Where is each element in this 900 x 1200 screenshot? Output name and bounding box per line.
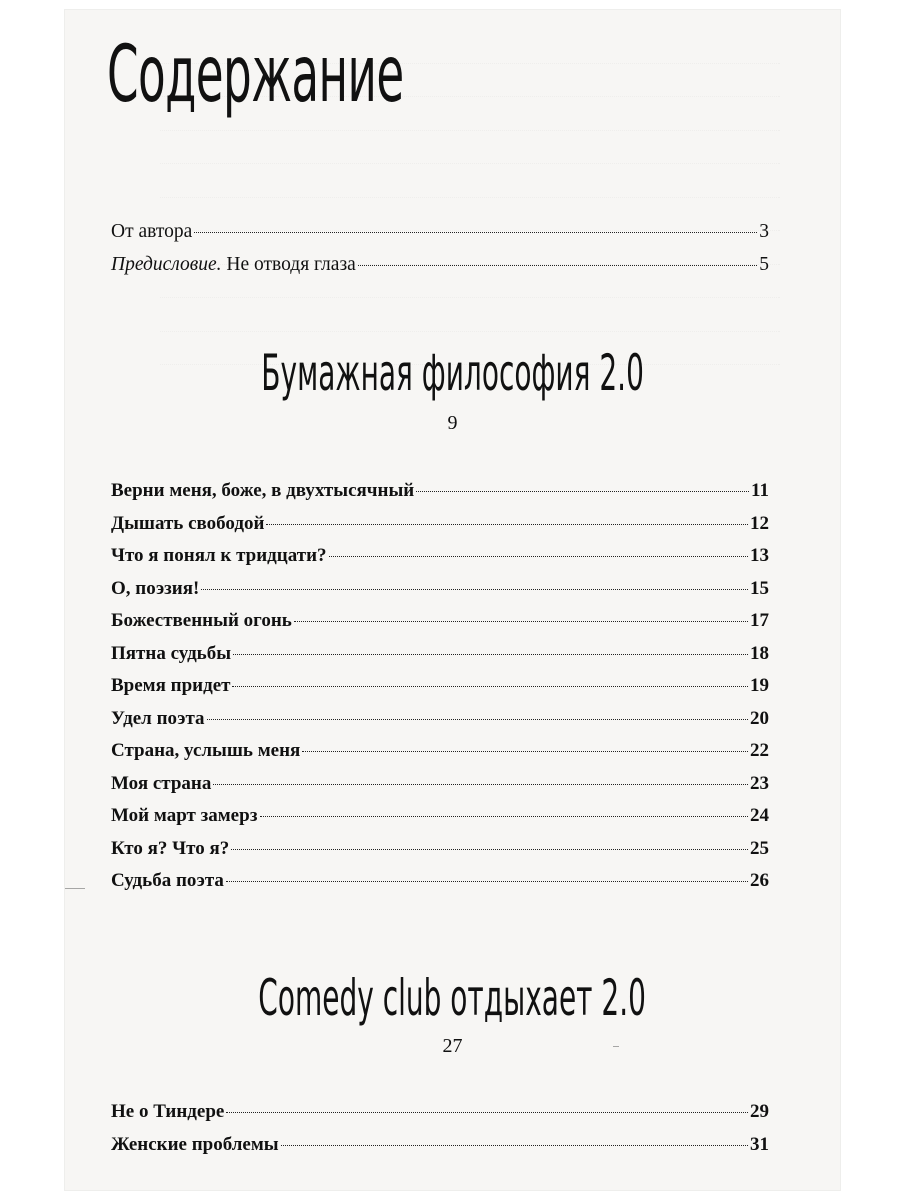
dot-leader xyxy=(329,556,748,557)
toc-entry-preface[interactable] xyxy=(111,254,769,276)
toc-entry[interactable] xyxy=(111,773,769,795)
toc-entry-label: Божественный огонь xyxy=(111,610,292,631)
toc-page-number: 24 xyxy=(750,805,769,826)
toc-page-number: 11 xyxy=(751,480,769,501)
toc-entry-label: Что я понял к тридцати? xyxy=(111,545,327,566)
toc-entry[interactable] xyxy=(111,708,769,730)
scan-artifact xyxy=(65,888,85,889)
table-of-contents xyxy=(65,10,840,1190)
toc-page-number: 12 xyxy=(750,513,769,534)
toc-entry[interactable] xyxy=(111,740,769,762)
page-title: Содержание xyxy=(107,30,404,120)
toc-entry-label: Страна, услышь меня xyxy=(111,740,301,761)
dot-leader xyxy=(302,751,748,752)
toc-entry[interactable] xyxy=(111,805,769,827)
dot-leader xyxy=(231,849,748,850)
toc-page-number: 5 xyxy=(759,254,769,275)
toc-page-number: 29 xyxy=(750,1101,769,1122)
toc-entry[interactable] xyxy=(111,610,769,632)
toc-page-number: 19 xyxy=(750,675,769,696)
section-title-text: Бумажная философия 2.0 xyxy=(261,344,644,402)
dot-leader xyxy=(232,686,748,687)
dot-leader xyxy=(260,816,748,817)
toc-page-number: 23 xyxy=(750,773,769,794)
toc-page-number: 3 xyxy=(759,221,769,242)
toc-entry-label: От автора xyxy=(111,221,193,242)
scan-artifact xyxy=(613,1046,619,1047)
dot-leader xyxy=(294,621,748,622)
toc-entry-label: Время придет xyxy=(111,675,231,696)
toc-page-number: 18 xyxy=(750,643,769,664)
toc-entry[interactable] xyxy=(111,545,769,567)
toc-entry-label: Судьба поэта xyxy=(111,870,224,891)
book-page xyxy=(65,10,840,1190)
toc-entry-label: Кто я? Что я? xyxy=(111,838,230,859)
toc-entry-label: Мой март замерз xyxy=(111,805,258,826)
dot-leader xyxy=(281,1145,748,1146)
toc-entry-label: Пятна судьбы xyxy=(111,643,232,664)
dot-leader xyxy=(266,524,748,525)
toc-entry[interactable] xyxy=(111,480,769,502)
toc-page-number: 31 xyxy=(750,1134,769,1155)
dot-leader xyxy=(201,589,748,590)
section-title[interactable] xyxy=(65,344,840,402)
toc-page-number: 26 xyxy=(750,870,769,891)
dot-leader xyxy=(358,265,757,266)
toc-entry-label-rest: Не отводя глаза xyxy=(221,254,356,275)
toc-entry-label: Женские проблемы xyxy=(111,1134,279,1155)
toc-entry-label xyxy=(111,254,356,276)
toc-entry-label-italic: Предисловие. xyxy=(111,254,222,275)
toc-page-number: 20 xyxy=(750,708,769,729)
toc-entry[interactable] xyxy=(111,1134,769,1156)
toc-entry-label: Верни меня, боже, в двухтысячный xyxy=(111,480,415,501)
toc-entry-label: Моя страна xyxy=(111,773,212,794)
dot-leader xyxy=(226,881,748,882)
dot-leader xyxy=(416,491,749,492)
toc-entry[interactable] xyxy=(111,675,769,697)
toc-entry-label: Удел поэта xyxy=(111,708,205,729)
toc-page-number: 13 xyxy=(750,545,769,566)
toc-entry[interactable] xyxy=(111,513,769,535)
section-title-text: Comedy club отдыхает 2.0 xyxy=(258,969,647,1027)
section-page-number: 27 xyxy=(442,1035,463,1057)
dot-leader xyxy=(226,1112,748,1113)
toc-entry[interactable] xyxy=(111,870,769,892)
toc-entry[interactable] xyxy=(111,643,769,665)
dot-leader xyxy=(194,232,757,233)
toc-page-number: 17 xyxy=(750,610,769,631)
section-page-number: 9 xyxy=(447,412,458,434)
toc-entry-label: О, поэзия! xyxy=(111,578,200,599)
dot-leader xyxy=(233,654,748,655)
toc-entry-label: Не о Тиндере xyxy=(111,1101,225,1122)
toc-entry[interactable] xyxy=(111,1101,769,1123)
toc-page-number: 22 xyxy=(750,740,769,761)
toc-entry-author[interactable] xyxy=(111,221,769,243)
toc-entry[interactable] xyxy=(111,838,769,860)
section-title[interactable] xyxy=(65,969,840,1027)
dot-leader xyxy=(213,784,748,785)
toc-page-number: 25 xyxy=(750,838,769,859)
toc-page-number: 15 xyxy=(750,578,769,599)
toc-entry-label: Дышать свободой xyxy=(111,513,265,534)
dot-leader xyxy=(207,719,748,720)
toc-entry[interactable] xyxy=(111,578,769,600)
